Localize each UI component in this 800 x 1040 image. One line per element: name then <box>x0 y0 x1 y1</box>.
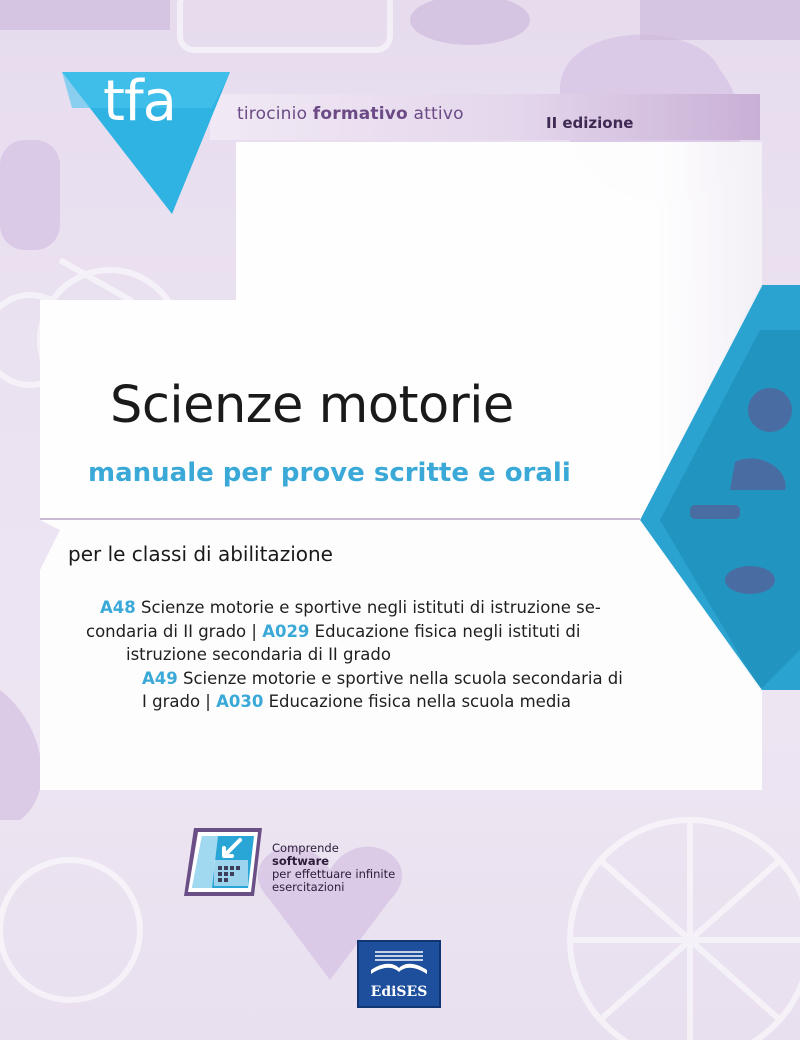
class-code: A48 <box>100 598 136 617</box>
tfa-logo-text: tfa <box>103 69 176 134</box>
class-description: Scienze motorie e sportive negli istituti di istruzione se- <box>135 598 601 617</box>
classes-line <box>86 620 686 644</box>
publisher-name: EdiSES <box>370 984 428 1000</box>
software-download-icon <box>178 822 270 902</box>
series-name: tirocinio formativo attivo <box>237 104 464 124</box>
publisher-logo <box>357 940 441 1008</box>
classes-line <box>86 667 686 691</box>
class-description: condaria di II grado | <box>86 621 263 641</box>
class-code: A030 <box>216 692 264 711</box>
book-title: Scienze motorie <box>110 376 514 435</box>
publisher-book-logo <box>367 948 431 978</box>
class-description: istruzione secondaria di II grado <box>126 645 391 664</box>
classes-list <box>86 596 686 714</box>
classes-line <box>86 690 686 714</box>
book-subtitle: manuale per prove scritte e orali <box>88 458 571 488</box>
software-note <box>272 842 395 894</box>
class-code: A029 <box>262 621 310 641</box>
class-description: Educazione fisica negli istituti di <box>309 621 581 641</box>
class-description: Educazione fisica nella scuola media <box>263 692 571 711</box>
edition-label: II edizione <box>546 114 634 132</box>
class-description: I grado | <box>142 692 217 711</box>
software-line-1: Comprende software <box>272 841 339 868</box>
class-description: Scienze motorie e sportive nella scuola secondaria di <box>177 668 623 688</box>
classes-line <box>86 643 686 667</box>
classes-heading: per le classi di abilitazione <box>68 542 333 566</box>
class-code: A49 <box>142 668 178 688</box>
software-line-3: esercitazioni <box>272 880 345 894</box>
software-line-2: per effettuare infinite <box>272 867 396 881</box>
classes-line <box>86 596 686 620</box>
